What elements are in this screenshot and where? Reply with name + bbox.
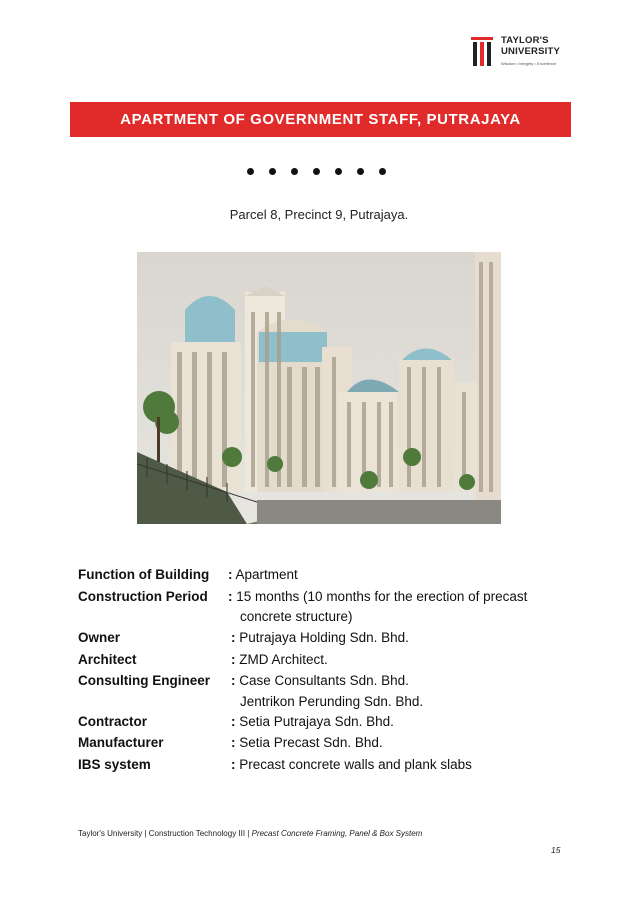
detail-label-manufacturer: Manufacturer	[78, 735, 164, 750]
detail-label-function: Function of Building	[78, 567, 210, 582]
detail-label-contractor: Contractor	[78, 714, 148, 729]
page-title: APARTMENT OF GOVERNMENT STAFF, PUTRAJAYA	[120, 111, 521, 128]
detail-value-function: : Apartment	[228, 567, 298, 582]
title-banner	[70, 102, 571, 137]
detail-value-contractor: : Setia Putrajaya Sdn. Bhd.	[231, 714, 394, 729]
detail-label-owner: Owner	[78, 630, 121, 645]
detail-value-engineer-cont: Jentrikon Perunding Sdn. Bhd.	[240, 694, 424, 709]
detail-value-architect: : ZMD Architect.	[231, 652, 328, 667]
detail-value-period: : 15 months (10 months for the erection of precast	[228, 589, 528, 604]
location-text: Parcel 8, Precinct 9, Putrajaya.	[229, 207, 409, 222]
detail-value-ibs: : Precast concrete walls and plank slabs	[231, 757, 472, 772]
detail-label-ibs: IBS system	[78, 757, 151, 772]
taylors-university-logo	[471, 35, 571, 71]
logo-tagline: Wisdom • Integrity • Excellence	[501, 61, 557, 66]
detail-value-engineer: : Case Consultants Sdn. Bhd.	[231, 673, 409, 688]
decorative-dots	[247, 168, 392, 178]
building-photo	[137, 252, 501, 524]
detail-value-manufacturer: : Setia Precast Sdn. Bhd.	[231, 735, 383, 750]
detail-value-owner: : Putrajaya Holding Sdn. Bhd.	[231, 630, 409, 645]
detail-value-period-cont: concrete structure)	[240, 609, 353, 624]
page-number: 15	[551, 845, 561, 855]
detail-label-engineer: Consulting Engineer	[78, 673, 211, 688]
page-footer: Taylor's University | Construction Technology III | Precast Concrete Framing, Panel & Box System	[78, 829, 423, 838]
logo-emblem-icon	[471, 37, 493, 67]
detail-label-architect: Architect	[78, 652, 137, 667]
logo-name: TAYLOR'S UNIVERSITY	[501, 35, 561, 57]
detail-label-period: Construction Period	[78, 589, 208, 604]
